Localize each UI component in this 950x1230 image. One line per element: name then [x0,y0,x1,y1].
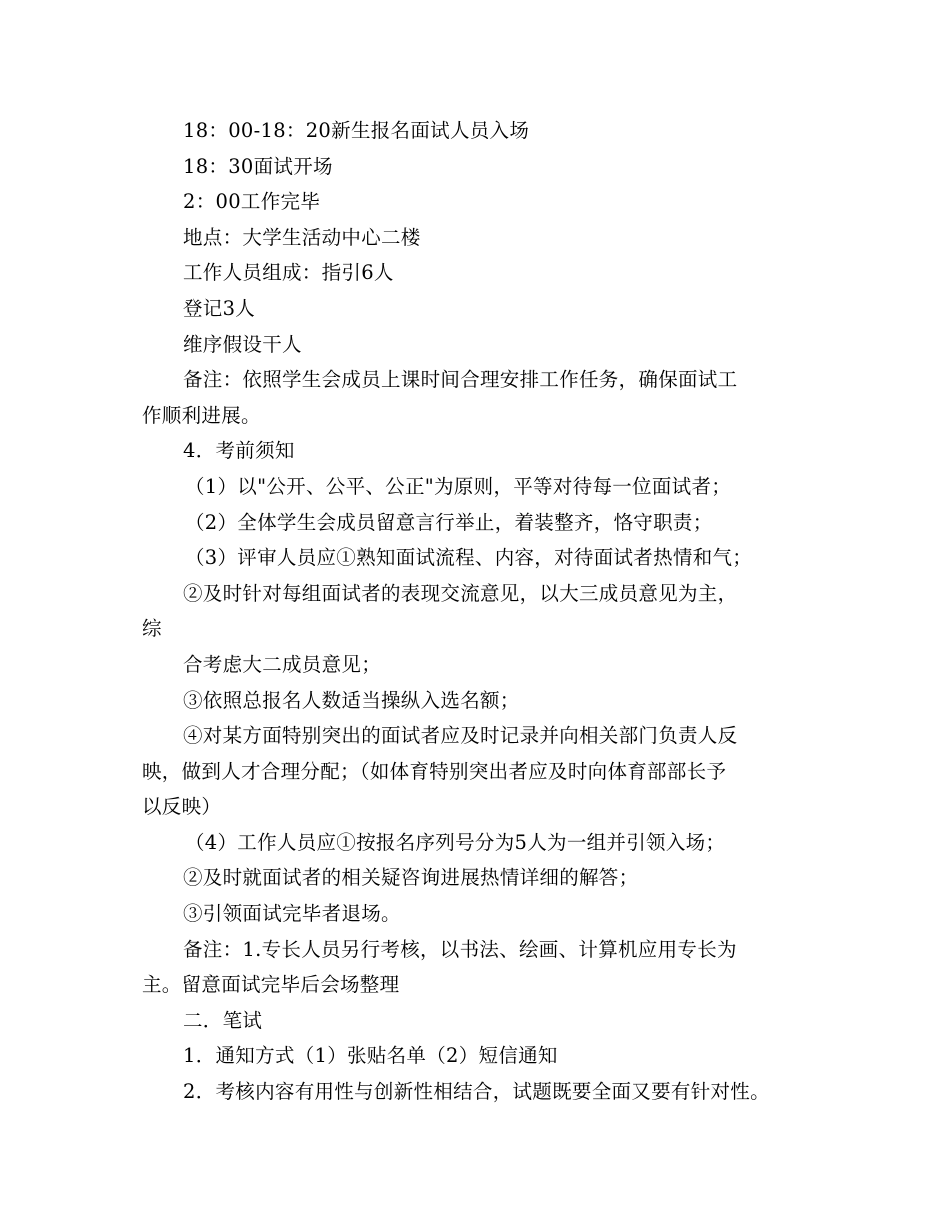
body-line-6: 登记3人 [183,296,256,320]
section-heading-written-exam: 二．笔试 [183,1008,263,1032]
body-line-11: （1）以"公开、公平、公正"为原则，平等对待每一位面试者； [185,474,732,498]
body-line-1: 18：00-18：20新生报名面试人员入场 [183,119,530,142]
body-line-8: 备注：依照学生会成员上课时间合理安排工作任务，确保面试工 [183,368,738,392]
body-line-21: （4）工作人员应①按报名序列号分为5人为一组并引领入场； [185,830,726,854]
body-line-19: 映，做到人才合理分配；（如体育特别突出者应及时向体育部部长予 [142,759,727,783]
body-line-4: 地点：大学生活动中心二楼 [183,225,421,249]
body-line-2: 18：30面试开场 [183,154,333,178]
body-line-16: 合考虑大二成员意见； [183,652,382,676]
body-line-15: 综 [142,617,162,641]
body-line-17: ③依照总报名人数适当操纵入选名额； [183,688,520,712]
body-line-14: ②及时针对每组面试者的表现交流意见，以大三成员意见为主， [183,581,738,605]
body-line-22: ②及时就面试者的相关疑咨询进展热情详细的解答； [183,866,639,890]
body-line-25: 主。留意面试完毕后会场整理 [142,973,400,997]
body-line-18: ④对某方面特别突出的面试者应及时记录并向相关部门负责人反 [183,724,738,748]
body-line-3: 2：00工作完毕 [183,190,321,214]
body-line-28: 2．考核内容有用性与创新性相结合，试题既要全面又要有针对性。 [183,1080,770,1104]
document-body [142,113,822,1110]
body-line-5: 工作人员组成：指引6人 [183,261,394,285]
body-line-27: 1．通知方式（1）张贴名单（2）短信通知 [183,1044,558,1068]
body-line-12: （2）全体学生会成员留意言行举止，着装整齐，恪守职责； [185,510,713,534]
section-heading-4: 4．考前须知 [183,439,295,463]
body-line-9: 作顺利进展。 [142,403,261,427]
body-line-20: 以反映） [142,795,222,819]
body-line-13: （3）评审人员应①熟知面试流程、内容，对待面试者热情和气； [185,546,753,570]
body-line-23: ③引领面试完毕者退场。 [183,902,401,926]
body-line-24: 备注：1.专长人员另行考核，以书法、绘画、计算机应用专长为 [183,937,737,961]
body-line-7: 维序假设干人 [183,332,302,356]
